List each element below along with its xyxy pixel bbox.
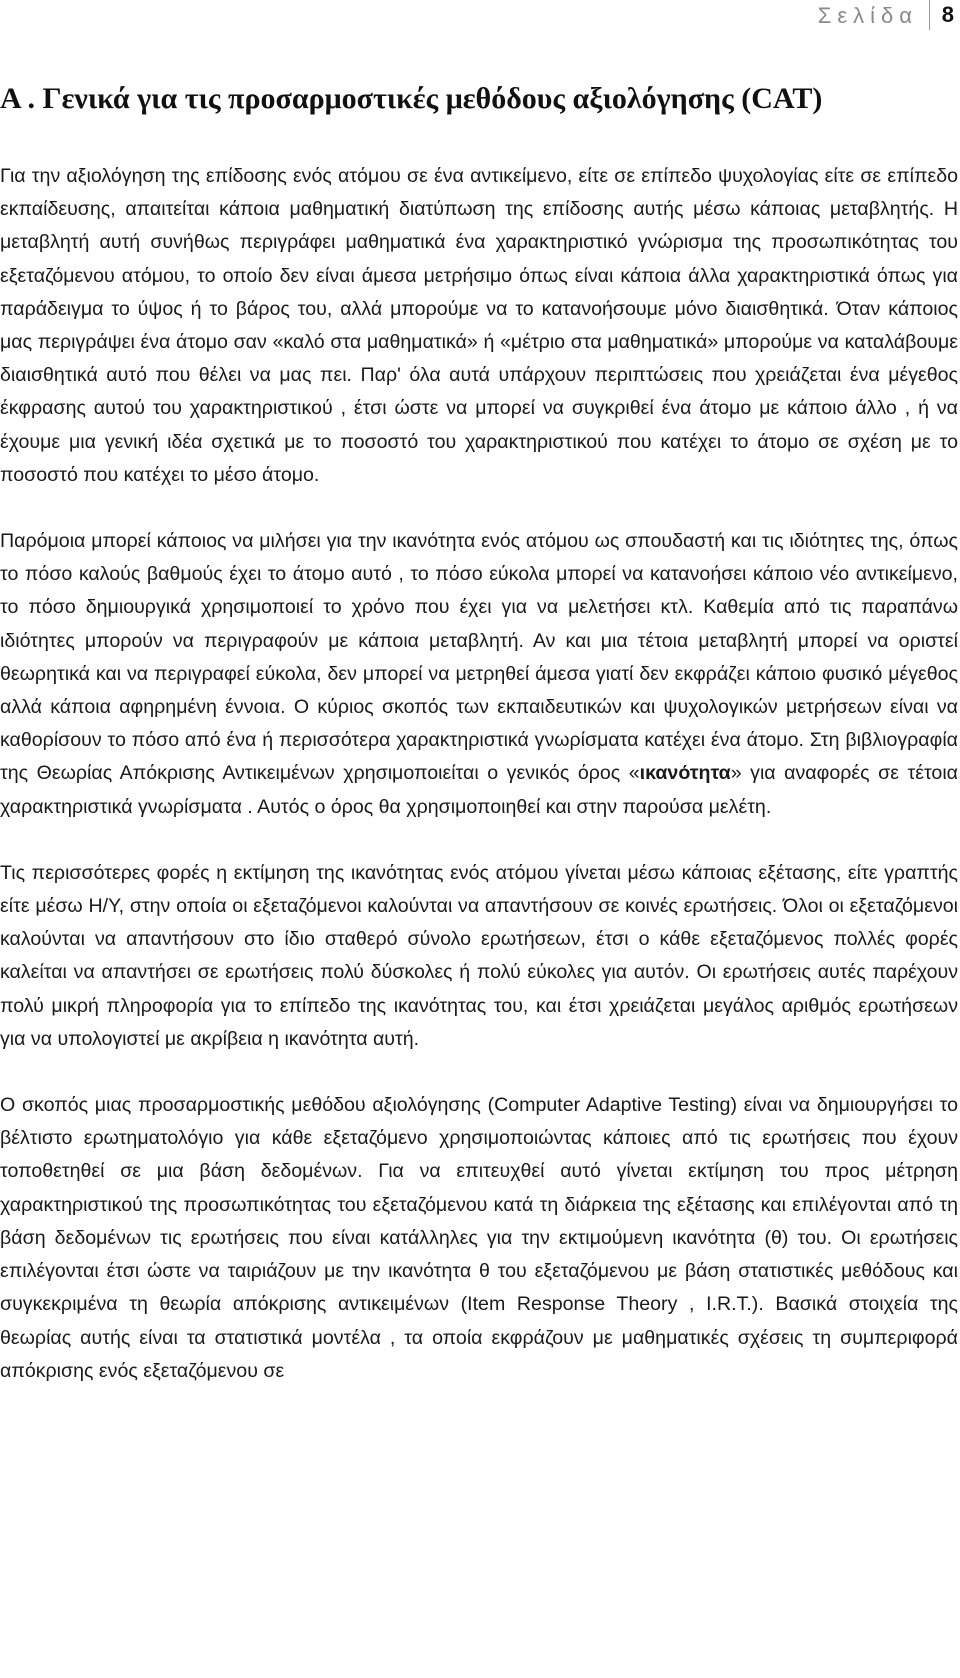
page-header bbox=[0, 0, 960, 30]
paragraph bbox=[0, 525, 958, 824]
header-divider bbox=[929, 0, 930, 30]
paragraph-text: Παρόμοια μπορεί κάποιος να μιλήσει για την ικανότητα ενός ατόμου ως σπουδαστή και τις ιδιότητες της, όπως το πόσο καλούς βαθμούς έχει το άτομο αυτό , το πόσο εύκολα μπορεί να κατανοήσει κάποιο νέο αντικείμενο, το πόσο δημιουργικά χρησιμοποιεί το χρόνο που έχει για να μελετήσει κτλ. Καθεμία από τις παραπάνω ιδιότητες μπορούν να περιγραφούν με κάποια μεταβλητή. Αν και μια τέτοια μεταβλητή μπορεί να οριστεί θεωρητικά και να περιγραφεί εύκολα, δεν μπορεί να μετρηθεί άμεσα γιατί δεν εκφράζει κάποιο φυσικό μέγεθος αλλά κάποια αφηρημένη έννοια. Ο κύριος σκοπός των εκπαιδευτικών και ψυχολογικών μετρήσεων είναι να καθορίσουν το πόσο από ένα ή περισσότερα χαρακτηριστικά γνωρίσματα κατέχει ένα άτομο. Στη βιβλιογραφία της Θεωρίας Απόκρισης Αντικειμένων χρησιμοποιείται ο γενικός όρος « bbox=[0, 530, 958, 785]
page-label: Σελίδα bbox=[817, 3, 918, 28]
bold-term: ικανότητα bbox=[639, 762, 731, 785]
section-heading: Α . Γενικά για τις προσαρμοστικές μεθόδους αξιολόγησης (CAT) bbox=[0, 82, 823, 115]
page-number: 8 bbox=[941, 2, 954, 27]
paragraph: Τις περισσότερες φορές η εκτίμηση της ικανότητας ενός ατόμου γίνεται μέσω κάποιας εξέτασης, είτε γραπτής είτε μέσω Η/Υ, στην οποία οι εξεταζόμενοι καλούνται να απαντήσουν σε κοινές ερωτήσεις. Όλοι οι εξεταζόμενοι καλούνται να απαντήσουν στο ίδιο σταθερό σύνολο ερωτήσεων, έτσι ο κάθε εξεταζόμενος πολλές φορές καλείται να απαντήσει σε ερωτήσεις πολύ δύσκολες ή πολύ εύκολες για αυτόν. Οι ερωτήσεις αυτές παρέχουν πολύ μικρή πληροφορία για το επίπεδο της ικανότητας του, και έτσι χρειάζεται μεγάλος αριθμός ερωτήσεων για να υπολογιστεί με ακρίβεια η ικανότητα αυτή. bbox=[0, 861, 958, 1050]
paragraph: Ο σκοπός μιας προσαρμοστικής μεθόδου αξιολόγησης (Computer Adaptive Testing) είναι να δημιουργήσει το βέλτιστο ερωτηματολόγιο για κάθε εξεταζόμενο χρησιμοποιώντας κάποιες από τις ερωτήσεις που έχουν τοποθετηθεί σε μια βάση δεδομένων. Για να επιτευχθεί αυτό γίνεται εκτίμηση του προς μέτρηση χαρακτηριστικού της προσωπικότητας του εξεταζόμενου κατά τη διάρκεια της εξέτασης και επιλέγονται από τη βάση δεδομένων τις ερωτήσεις που είναι κατάλληλες για την εκτιμούμενη ικανότητα (θ) του. Οι ερωτήσεις επιλέγονται έτσι ώστε να ταιριάζουν με την ικανότητα θ του εξεταζόμενου με βάση στατιστικές μεθόδους και συγκεκριμένα τη θεωρία απόκρισης αντικειμένων (Item Response Theory , I.R.T.). Βασικά στοιχεία της θεωρίας αυτής είναι τα στατιστικά μοντέλα , τα οποία εκφράζουν με μαθηματικές σχέσεις τη συμπεριφορά απόκρισης ενός εξεταζόμενου σε bbox=[0, 1094, 958, 1382]
body-text bbox=[0, 160, 958, 1388]
paragraph-text: » για αναφορές σε τέτοια χαρακτηριστικά γνωρίσματα . Αυτός ο όρος θα χρησιμοποιηθεί και στην παρούσα μελέτη. bbox=[0, 762, 959, 818]
paragraph: Για την αξιολόγηση της επίδοσης ενός ατόμου σε ένα αντικείμενο, είτε σε επίπεδο ψυχολογίας είτε σε επίπεδο εκπαίδευσης, απαιτείται κάποια μαθηματική διατύπωση της επίδοσης αυτής μέσω κάποιας μεταβλητής. Η μεταβλητή αυτή συνήθως περιγράφει μαθηματικά ένα χαρακτηριστικό γνώρισμα της προσωπικότητας του εξεταζόμενου ατόμου, το οποίο δεν είναι άμεσα μετρήσιμο όπως είναι κάποια άλλα χαρακτηριστικά όπως για παράδειγμα το ύψος ή το βάρος του, αλλά μπορούμε να το κατανοήσουμε μόνο διαισθητικά. Όταν κάποιος μας περιγράψει ένα άτομο σαν «καλό στα μαθηματικά» ή «μέτριο στα μαθηματικά» μπορούμε να καταλάβουμε διαισθητικά αυτό που θέλει να μας πει. Παρ' όλα αυτά υπάρχουν περιπτώσεις που χρειάζεται ένα μέγεθος έκφρασης αυτού του χαρακτηριστικού , έτσι ώστε να μπορεί να συγκριθεί ένα άτομο με κάποιο άλλο , ή να έχουμε μια γενική ιδέα σχετικά με το ποσοστό του χαρακτηριστικού που κατέχει το άτομο σε σχέση με το ποσοστό που κατέχει το μέσο άτομο. bbox=[0, 165, 958, 486]
